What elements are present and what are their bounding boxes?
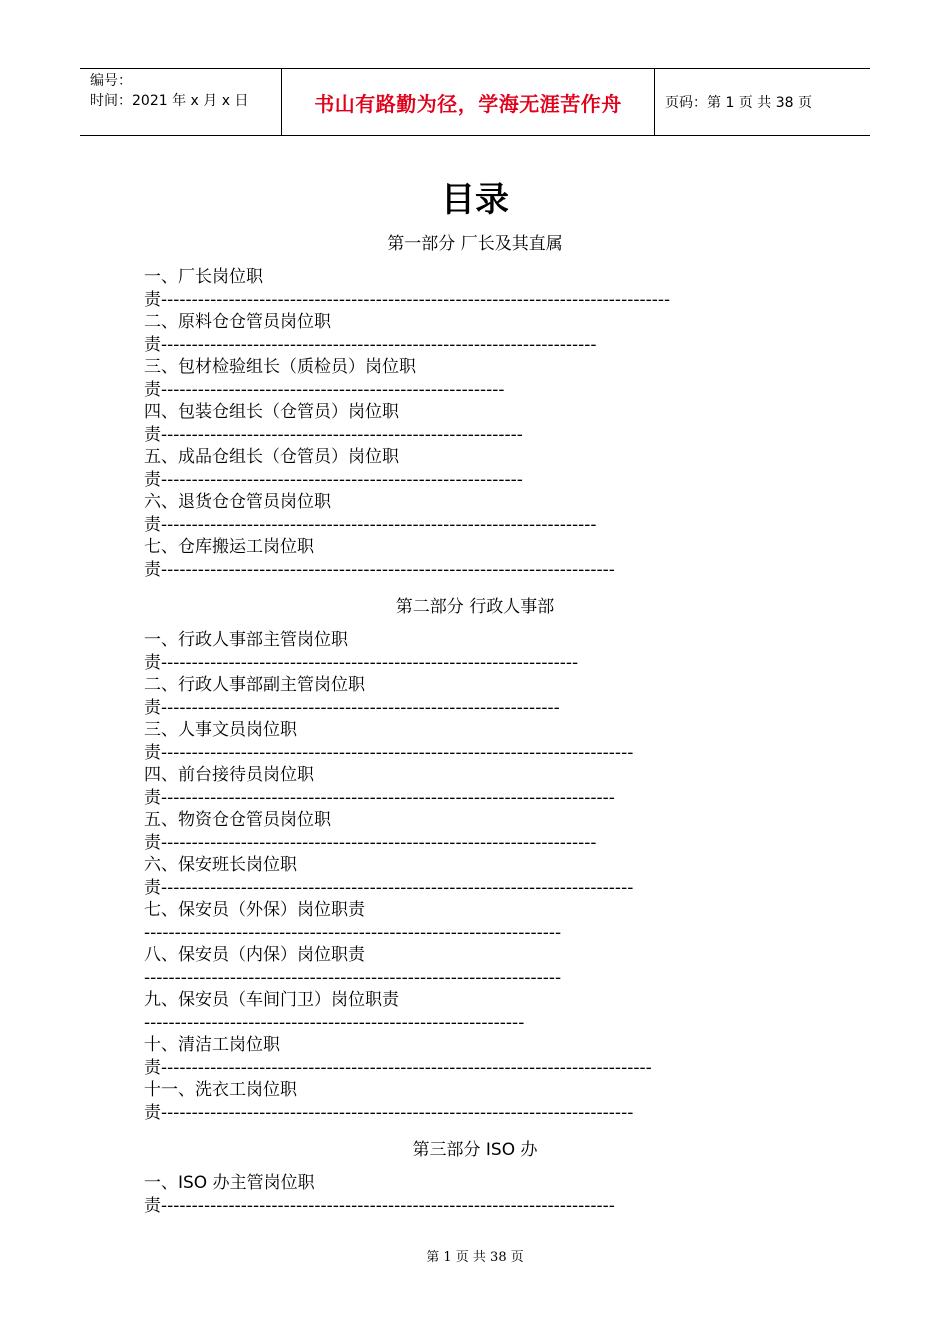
toc-entry[interactable]: 一、厂长岗位职 责----------------------------------------------------------------------------------- [144, 267, 671, 310]
toc-entry[interactable]: 六、退货仓仓管员岗位职 责----------------------------------------------------------------------- [144, 492, 597, 535]
toc-entry[interactable]: 四、前台接待员岗位职 责-------------------------------------------------------------------------- [144, 765, 615, 808]
header-motto-cell [282, 69, 655, 135]
page-header [80, 68, 870, 136]
toc-entry[interactable]: 七、仓库搬运工岗位职 责-------------------------------------------------------------------------- [144, 537, 615, 580]
toc-entry[interactable]: 七、保安员（外保）岗位职责 -------------------------------------------------------------------- [144, 900, 562, 943]
toc-entry[interactable]: 九、保安员（车间门卫）岗位职责 -------------------------------------------------------------- [144, 990, 525, 1033]
toc-entry[interactable]: 五、成品仓组长（仓管员）岗位职 责----------------------------------------------------------- [144, 447, 523, 490]
toc-entry[interactable]: 四、包装仓组长（仓管员）岗位职 责----------------------------------------------------------- [144, 402, 523, 445]
toc-entry[interactable]: 五、物资仓仓管员岗位职 责----------------------------------------------------------------------- [144, 810, 597, 853]
toc-entry[interactable]: 三、人事文员岗位职 责----------------------------------------------------------------------------- [144, 720, 634, 763]
header-motto: 书山有路勤为径，学海无涯苦作舟 [314, 91, 622, 116]
section-title: 第三部分 ISO 办 [412, 1140, 538, 1160]
toc-entry[interactable]: 八、保安员（内保）岗位职责 -------------------------------------------------------------------- [144, 945, 562, 988]
header-meta [80, 69, 282, 135]
toc-entry[interactable]: 一、ISO 办主管岗位职 责-------------------------------------------------------------------------- [144, 1173, 615, 1216]
toc-entry[interactable]: 十、清洁工岗位职 责-------------------------------------------------------------------------------- [144, 1035, 652, 1078]
toc-entry[interactable]: 十一、洗衣工岗位职 责----------------------------------------------------------------------------- [144, 1080, 634, 1123]
toc-entry[interactable]: 一、行政人事部主管岗位职 责-------------------------------------------------------------------- [144, 630, 579, 673]
section-title: 第二部分 行政人事部 [395, 597, 555, 617]
section-title: 第一部分 厂长及其直属 [387, 234, 563, 254]
page-title: 目录 [441, 180, 509, 220]
page-footer: 第 1 页 共 38 页 [426, 1250, 524, 1265]
toc-entry[interactable]: 三、包材检验组长（质检员）岗位职 责-------------------------------------------------------- [144, 357, 505, 400]
header-page-info: 页码：第 1 页 共 38 页 [665, 95, 812, 111]
header-page-info-cell [655, 69, 870, 135]
toc-entry[interactable]: 六、保安班长岗位职 责----------------------------------------------------------------------------- [144, 855, 634, 898]
table-of-contents [144, 228, 874, 1217]
toc-entry[interactable]: 二、行政人事部副主管岗位职 责----------------------------------------------------------------- [144, 675, 560, 718]
document-date: 时间：2021 年 x 月 x 日 [90, 93, 249, 109]
toc-entry[interactable]: 二、原料仓仓管员岗位职 责----------------------------------------------------------------------- [144, 312, 597, 355]
document-number: 编号： [90, 73, 132, 89]
